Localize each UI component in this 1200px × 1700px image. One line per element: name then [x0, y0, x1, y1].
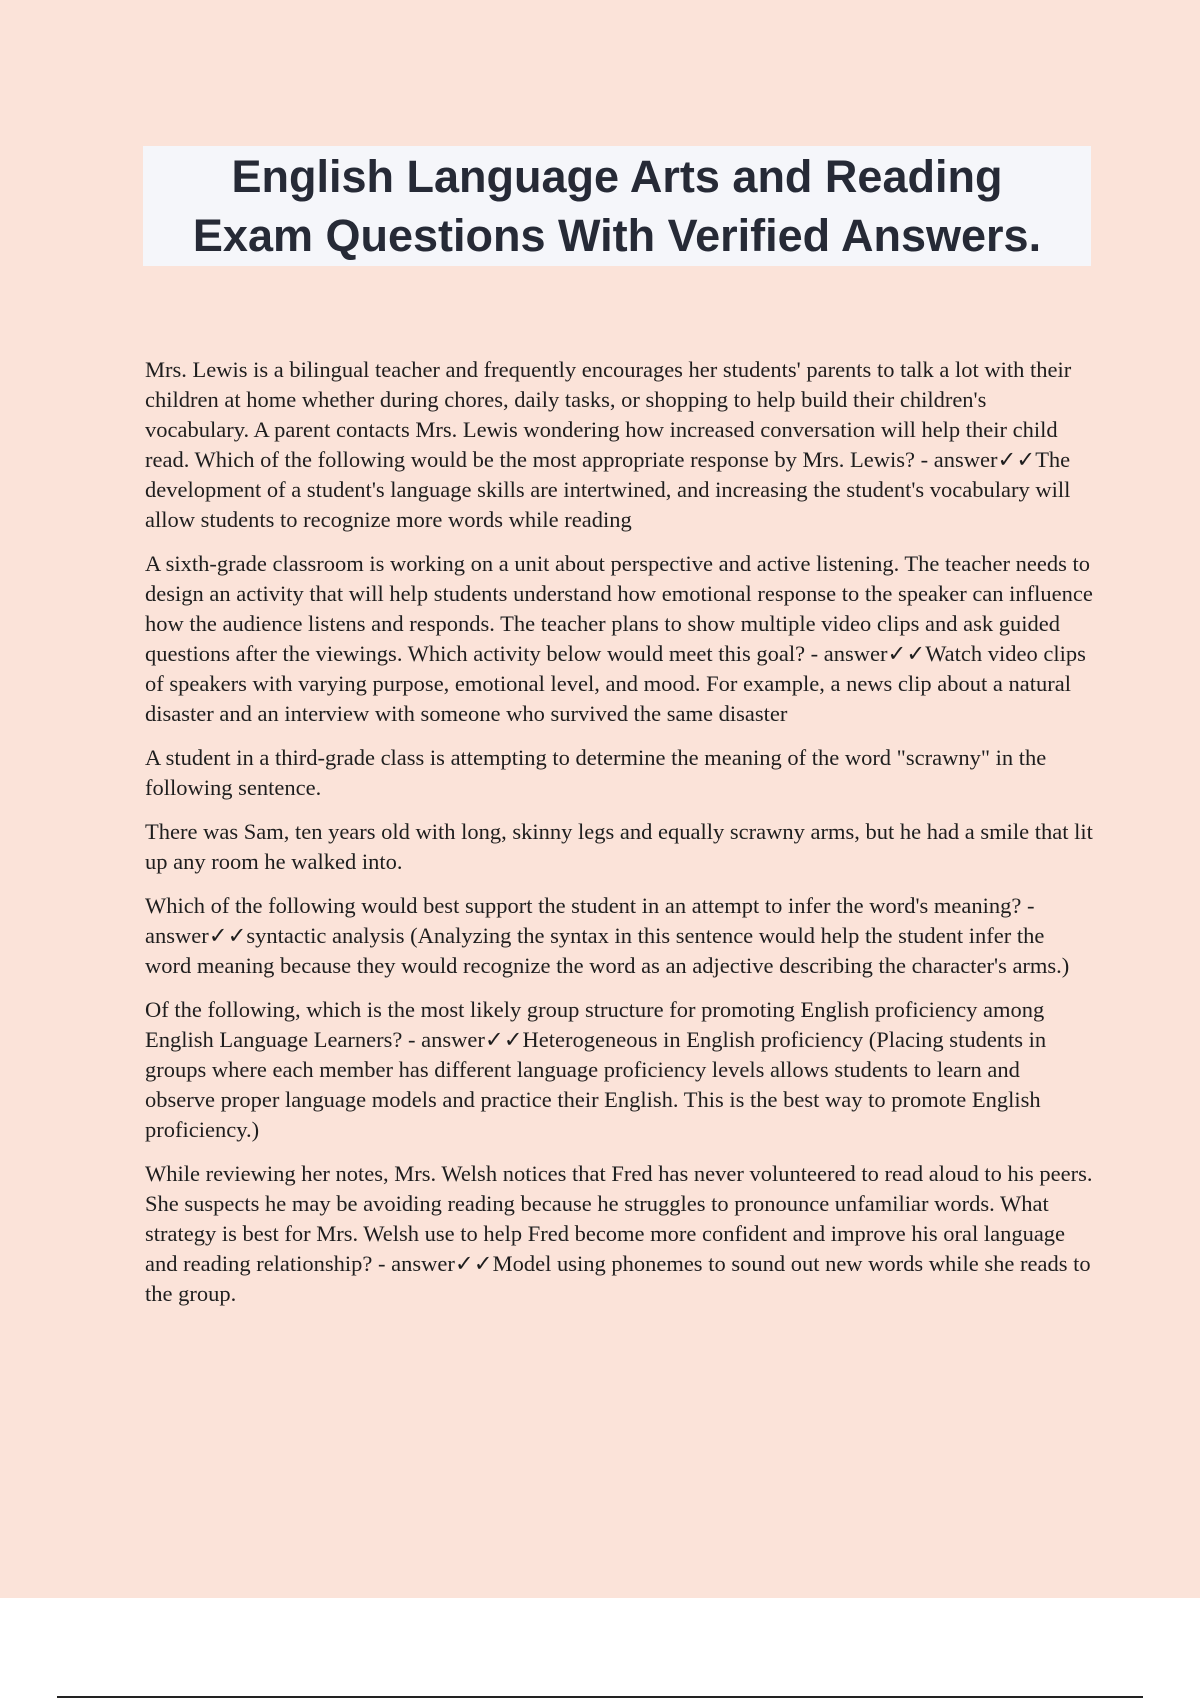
paragraph-6: Of the following, which is the most likely group structure for promoting English proficiency among English Language Learners? - answer✓✓Heterogeneous in English proficiency (Placing students in groups where each member has different language proficiency levels allows students to learn and observe proper language models and practice their English. This is the best way to promote English proficiency.)	[145, 997, 1047, 1142]
document-title	[193, 147, 1041, 265]
paragraph-1: Mrs. Lewis is a bilingual teacher and frequently encourages her students' parents to talk a lot with their children at home whether during chores, daily tasks, or shopping to help build their children's vocabulary. A parent contacts Mrs. Lewis wondering how increased conversation will help their child read. Which of the following would be the most appropriate response by Mrs. Lewis? - answer✓✓The development of a student's language skills are intertwined, and increasing the student's vocabulary will allow students to recognize more words while reading	[145, 357, 1072, 532]
paragraph-5: Which of the following would best support the student in an attempt to infer the word's meaning? - answer✓✓syntactic analysis (Analyzing the syntax in this sentence would help the student infer the word meaning because they would recognize the word as an adjective describing the character's arms.)	[145, 893, 1070, 978]
title-banner	[143, 146, 1091, 266]
document-body	[145, 355, 1095, 1323]
paragraph-7: While reviewing her notes, Mrs. Welsh notices that Fred has never volunteered to read aloud to his peers. She suspects he may be avoiding reading because he struggles to pronounce unfamiliar words. What strategy is best for Mrs. Welsh use to help Fred become more confident and improve his oral language and reading relationship? - answer✓✓Model using phonemes to sound out new words while she reads to the group.	[145, 1161, 1093, 1306]
title-line-1: English Language Arts and Reading	[231, 151, 1003, 202]
paragraph-4: There was Sam, ten years old with long, skinny legs and equally scrawny arms, but he had a smile that lit up any room he walked into.	[145, 819, 1093, 874]
footer-divider	[57, 1696, 1143, 1698]
paragraph-3: A student in a third-grade class is attempting to determine the meaning of the word "scrawny" in the following sentence.	[145, 745, 1047, 800]
paragraph-2: A sixth-grade classroom is working on a unit about perspective and active listening. The teacher needs to design an activity that will help students understand how emotional response to the speaker can influence how the audience listens and responds. The teacher plans to show multiple video clips and ask guided questions after the viewings. Which activity below would meet this goal? - answer✓✓Watch video clips of speakers with varying purpose, emotional level, and mood. For example, a news clip about a natural disaster and an interview with someone who survived the same disaster	[145, 551, 1093, 726]
title-line-2: Exam Questions With Verified Answers.	[192, 210, 1042, 261]
